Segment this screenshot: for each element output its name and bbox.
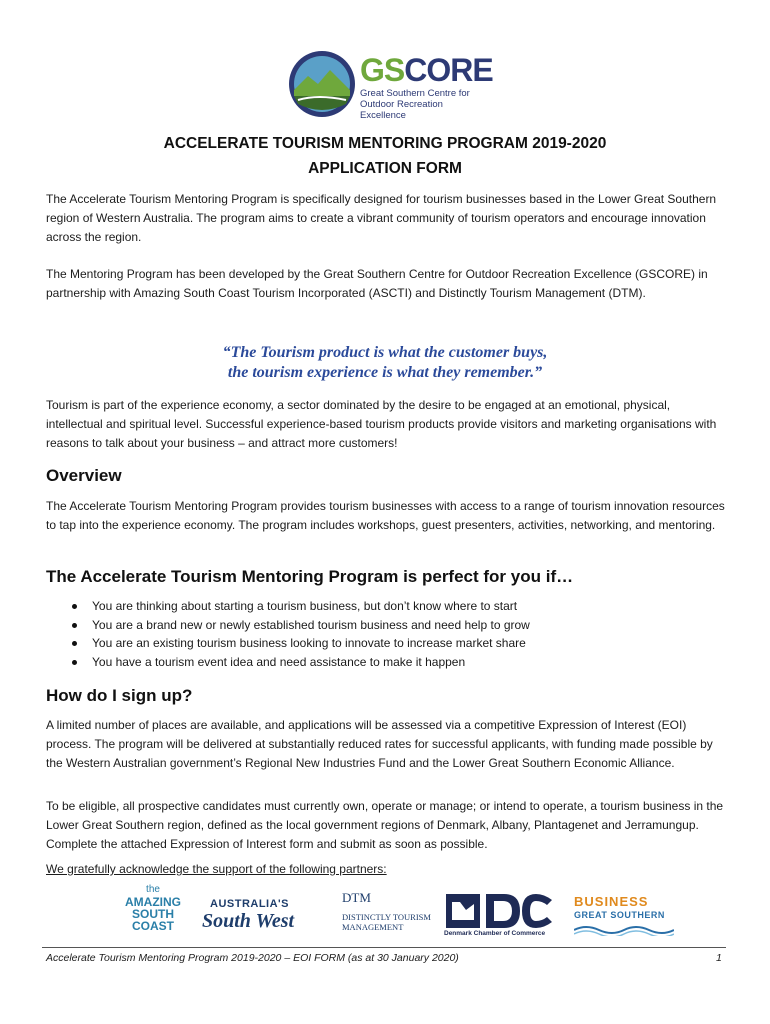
bullet-icon xyxy=(72,623,77,628)
intro-paragraph-1: The Accelerate Tourism Mentoring Program is specifically designed for tourism businesses based in the Lower Great Southern region of Western Australia. The program aims to create a vibrant community of tourism operators and encourage innovation across the region. xyxy=(46,192,717,244)
bullet-icon xyxy=(72,604,77,609)
gscore-tagline: Great Southern Centre for Outdoor Recreation Excellence xyxy=(360,88,470,121)
bullet-icon xyxy=(72,660,77,665)
experience-paragraph: Tourism is part of the experience economy, a sector dominated by the desire to be engaged at an emotional, physical, intellectual and spiritual level. Successful experience-based tourism products provide visitors and marketing organisations with reasons to talk about your business – and attract more customers! xyxy=(46,398,717,450)
overview-heading: Overview xyxy=(46,466,122,485)
bullet-icon xyxy=(72,641,77,646)
denmark-chamber-of-commerce-logo: Denmark Chamber of Commerce xyxy=(444,884,556,946)
partners-acknowledgement: We gratefully acknowledge the support of the following partners: xyxy=(46,862,387,876)
page-number: 1 xyxy=(716,952,722,964)
footer-divider xyxy=(42,947,726,948)
tourism-quote: “The Tourism product is what the customer buys, the tourism experience is what they remember.” xyxy=(222,344,548,381)
business-great-southern-logo: BUSINESS GREAT SOUTHERN xyxy=(570,884,678,946)
wave-icon xyxy=(574,924,674,936)
amazing-south-coast-logo: the AMAZING SOUTH COAST xyxy=(125,884,181,933)
dcc-mark-icon xyxy=(446,894,554,928)
gscore-logo xyxy=(288,50,493,121)
perfect-for-you-list xyxy=(72,597,712,671)
list-item: You are thinking about starting a tourism business, but don’t know where to start xyxy=(72,597,712,616)
sign-up-heading: How do I sign up? xyxy=(46,686,193,705)
overview-paragraph: The Accelerate Tourism Mentoring Program provides tourism businesses with access to a range of tourism innovation resources to tap into the experience economy. The program includes workshops, guest presenters, activities, networking, and mentoring. xyxy=(46,499,725,532)
perfect-for-you-heading: The Accelerate Tourism Mentoring Program is perfect for you if… xyxy=(46,567,574,586)
australias-south-west-logo: AUSTRALIA'S South West xyxy=(202,898,295,932)
intro-paragraph-2: The Mentoring Program has been developed by the Great Southern Centre for Outdoor Recreation Excellence (GSCORE) in partnership with Amazing South Coast Tourism Incorporated (ASCTI) and Distinctly Tourism Management (DTM). xyxy=(46,267,708,300)
document-subtitle: APPLICATION FORM xyxy=(308,160,462,177)
list-item: You are an existing tourism business looking to innovate to increase market share xyxy=(72,634,712,653)
sign-up-paragraph-1: A limited number of places are available, and applications will be assessed via a competitive Expression of Interest (EOI) process. The program will be delivered at substantially reduced rates for successful applicants, with funding made possible by the Western Australian government’s Regional New Industries Fund and the Lower Great Southern Economic Alliance. xyxy=(46,718,713,770)
partner-logos xyxy=(118,884,678,946)
sign-up-paragraph-2: To be eligible, all prospective candidates must currently own, operate or manage; or intend to operate, a tourism business in the Lower Great Southern region, defined as the local government regions of Denmark, Albany, Plantagenet and Jerramungup. Complete the attached Expression of Interest form and submit as soon as possible. xyxy=(46,799,724,851)
gscore-wordmark: GSCORE xyxy=(360,52,493,88)
list-item: You are a brand new or newly established tourism business and need help to grow xyxy=(72,616,712,635)
footer-text: Accelerate Tourism Mentoring Program 2019-2020 – EOI FORM (as at 30 January 2020) xyxy=(46,952,459,964)
gscore-emblem-icon xyxy=(288,50,356,118)
document-title: ACCELERATE TOURISM MENTORING PROGRAM 2019-2020 xyxy=(163,135,607,152)
distinctly-tourism-management-logo: DTM DISTINCTLY TOURISM MANAGEMENT xyxy=(342,890,431,932)
list-item: You have a tourism event idea and need assistance to make it happen xyxy=(72,653,712,672)
